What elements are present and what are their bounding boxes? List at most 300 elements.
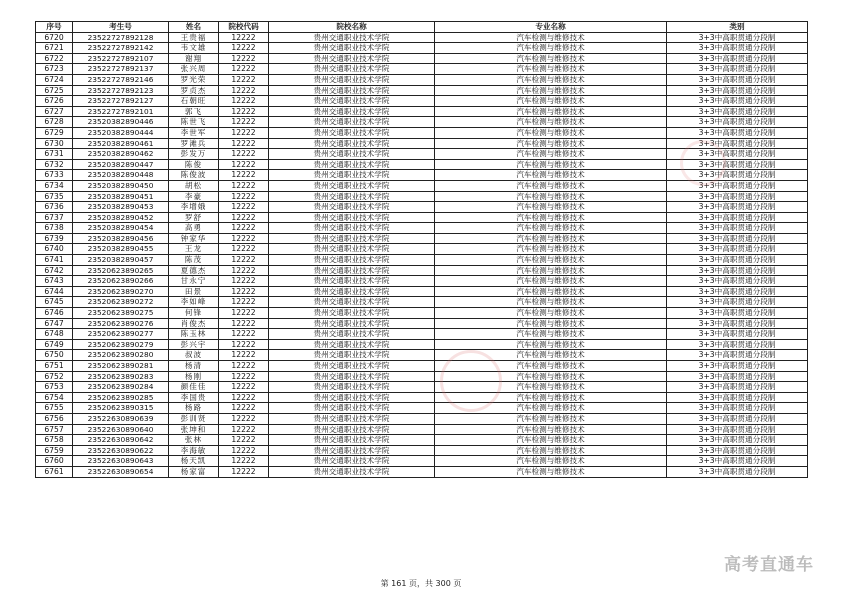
category-cell: 3+3中高职贯通分段制 [667,382,808,393]
table-row [36,244,808,255]
school-code-cell: 12222 [219,74,269,85]
school-name-cell: 贵州交通职业技术学院 [269,286,435,297]
candidate-id-cell: 23520382890461 [73,138,169,149]
category-cell: 3+3中高职贯通分段制 [667,286,808,297]
table-row [36,32,808,43]
serial-cell: 6734 [36,180,73,191]
major-cell: 汽车检测与维修技术 [435,223,667,234]
table-row [36,339,808,350]
school-name-cell: 贵州交通职业技术学院 [269,191,435,202]
name-cell: 王贵福 [169,32,219,43]
category-cell: 3+3中高职贯通分段制 [667,96,808,107]
serial-cell: 6741 [36,255,73,266]
name-cell: 彭训贤 [169,413,219,424]
major-cell: 汽车检测与维修技术 [435,96,667,107]
name-cell: 钟家华 [169,233,219,244]
candidate-id-cell: 23520382890446 [73,117,169,128]
table-row [36,265,808,276]
major-cell: 汽车检测与维修技术 [435,361,667,372]
name-cell: 李世军 [169,127,219,138]
serial-cell: 6736 [36,202,73,213]
school-name-cell: 贵州交通职业技术学院 [269,117,435,128]
watermark-seal [440,350,502,412]
category-cell: 3+3中高职贯通分段制 [667,329,808,340]
serial-cell: 6738 [36,223,73,234]
table-row [36,297,808,308]
school-code-cell: 12222 [219,403,269,414]
school-name-cell: 贵州交通职业技术学院 [269,329,435,340]
candidate-id-cell: 23522630890639 [73,413,169,424]
name-cell: 高勇 [169,223,219,234]
school-name-cell: 贵州交通职业技术学院 [269,127,435,138]
serial-cell: 6753 [36,382,73,393]
school-name-cell: 贵州交通职业技术学院 [269,159,435,170]
major-cell: 汽车检测与维修技术 [435,117,667,128]
category-cell: 3+3中高职贯通分段制 [667,361,808,372]
school-code-cell: 12222 [219,117,269,128]
school-name-cell: 贵州交通职业技术学院 [269,74,435,85]
category-cell: 3+3中高职贯通分段制 [667,371,808,382]
category-cell: 3+3中高职贯通分段制 [667,350,808,361]
candidate-id-cell: 23520623890285 [73,392,169,403]
serial-cell: 6743 [36,276,73,287]
header-major: 专业名称 [435,22,667,33]
table-row [36,96,808,107]
admission-table [35,21,808,478]
school-code-cell: 12222 [219,85,269,96]
category-cell: 3+3中高职贯通分段制 [667,392,808,403]
school-code-cell: 12222 [219,361,269,372]
serial-cell: 6725 [36,85,73,96]
serial-cell: 6756 [36,413,73,424]
serial-cell: 6731 [36,149,73,160]
major-cell: 汽车检测与维修技术 [435,329,667,340]
major-cell: 汽车检测与维修技术 [435,233,667,244]
school-name-cell: 贵州交通职业技术学院 [269,96,435,107]
school-code-cell: 12222 [219,371,269,382]
name-cell: 叔波 [169,350,219,361]
candidate-id-cell: 23520623890270 [73,286,169,297]
major-cell: 汽车检测与维修技术 [435,43,667,54]
header-category: 类别 [667,22,808,33]
category-cell: 3+3中高职贯通分段制 [667,212,808,223]
name-cell: 田景 [169,286,219,297]
name-cell: 张兴周 [169,64,219,75]
candidate-id-cell: 23520623890266 [73,276,169,287]
major-cell: 汽车检测与维修技术 [435,403,667,414]
serial-cell: 6737 [36,212,73,223]
name-cell: 陈俊波 [169,170,219,181]
name-cell: 彭兴宇 [169,339,219,350]
candidate-id-cell: 23520382890448 [73,170,169,181]
school-name-cell: 贵州交通职业技术学院 [269,403,435,414]
major-cell: 汽车检测与维修技术 [435,382,667,393]
serial-cell: 6744 [36,286,73,297]
name-cell: 肖俊杰 [169,318,219,329]
candidate-id-cell: 23520623890272 [73,297,169,308]
major-cell: 汽车检测与维修技术 [435,318,667,329]
table-row [36,424,808,435]
candidate-id-cell: 23522727892128 [73,32,169,43]
category-cell: 3+3中高职贯通分段制 [667,339,808,350]
major-cell: 汽车检测与维修技术 [435,297,667,308]
major-cell: 汽车检测与维修技术 [435,392,667,403]
serial-cell: 6724 [36,74,73,85]
school-name-cell: 贵州交通职业技术学院 [269,32,435,43]
candidate-id-cell: 23522630890622 [73,445,169,456]
school-code-cell: 12222 [219,339,269,350]
table-row [36,117,808,128]
table-row [36,74,808,85]
header-name: 姓名 [169,22,219,33]
major-cell: 汽车检测与维修技术 [435,32,667,43]
school-name-cell: 贵州交通职业技术学院 [269,265,435,276]
school-name-cell: 贵州交通职业技术学院 [269,382,435,393]
table-row [36,255,808,266]
school-name-cell: 贵州交通职业技术学院 [269,413,435,424]
candidate-id-cell: 23522630890654 [73,466,169,477]
school-name-cell: 贵州交通职业技术学院 [269,466,435,477]
major-cell: 汽车检测与维修技术 [435,424,667,435]
name-cell: 李国贵 [169,392,219,403]
school-name-cell: 贵州交通职业技术学院 [269,350,435,361]
candidate-id-cell: 23522727892101 [73,106,169,117]
category-cell: 3+3中高职贯通分段制 [667,32,808,43]
school-name-cell: 贵州交通职业技术学院 [269,170,435,181]
name-cell: 陈俊 [169,159,219,170]
serial-cell: 6723 [36,64,73,75]
candidate-id-cell: 23522630890640 [73,424,169,435]
major-cell: 汽车检测与维修技术 [435,106,667,117]
serial-cell: 6748 [36,329,73,340]
major-cell: 汽车检测与维修技术 [435,308,667,319]
school-name-cell: 贵州交通职业技术学院 [269,392,435,403]
school-name-cell: 贵州交通职业技术学院 [269,339,435,350]
table-row [36,413,808,424]
serial-cell: 6757 [36,424,73,435]
major-cell: 汽车检测与维修技术 [435,85,667,96]
major-cell: 汽车检测与维修技术 [435,456,667,467]
major-cell: 汽车检测与维修技术 [435,350,667,361]
table-row [36,127,808,138]
school-code-cell: 12222 [219,53,269,64]
major-cell: 汽车检测与维修技术 [435,371,667,382]
header-serial: 序号 [36,22,73,33]
category-cell: 3+3中高职贯通分段制 [667,180,808,191]
school-code-cell: 12222 [219,212,269,223]
major-cell: 汽车检测与维修技术 [435,64,667,75]
candidate-id-cell: 23520382890454 [73,223,169,234]
serial-cell: 6732 [36,159,73,170]
category-cell: 3+3中高职贯通分段制 [667,265,808,276]
school-name-cell: 贵州交通职业技术学院 [269,43,435,54]
serial-cell: 6745 [36,297,73,308]
school-code-cell: 12222 [219,435,269,446]
candidate-id-cell: 23520623890284 [73,382,169,393]
candidate-id-cell: 23522727892146 [73,74,169,85]
school-name-cell: 贵州交通职业技术学院 [269,445,435,456]
serial-cell: 6726 [36,96,73,107]
category-cell: 3+3中高职贯通分段制 [667,127,808,138]
school-name-cell: 贵州交通职业技术学院 [269,424,435,435]
category-cell: 3+3中高职贯通分段制 [667,244,808,255]
major-cell: 汽车检测与维修技术 [435,159,667,170]
category-cell: 3+3中高职贯通分段制 [667,159,808,170]
category-cell: 3+3中高职贯通分段制 [667,456,808,467]
table-row [36,466,808,477]
school-code-cell: 12222 [219,413,269,424]
table-row [36,361,808,372]
candidate-id-cell: 23522727892142 [73,43,169,54]
school-code-cell: 12222 [219,223,269,234]
school-name-cell: 贵州交通职业技术学院 [269,138,435,149]
name-cell: 郭飞 [169,106,219,117]
category-cell: 3+3中高职贯通分段制 [667,191,808,202]
table-row [36,191,808,202]
school-code-cell: 12222 [219,466,269,477]
table-row [36,350,808,361]
candidate-id-cell: 23520382890455 [73,244,169,255]
major-cell: 汽车检测与维修技术 [435,149,667,160]
category-cell: 3+3中高职贯通分段制 [667,53,808,64]
candidate-id-cell: 23520623890280 [73,350,169,361]
major-cell: 汽车检测与维修技术 [435,202,667,213]
school-code-cell: 12222 [219,138,269,149]
major-cell: 汽车检测与维修技术 [435,286,667,297]
table-body [36,32,808,477]
serial-cell: 6760 [36,456,73,467]
school-code-cell: 12222 [219,286,269,297]
category-cell: 3+3中高职贯通分段制 [667,149,808,160]
category-cell: 3+3中高职贯通分段制 [667,233,808,244]
major-cell: 汽车检测与维修技术 [435,74,667,85]
candidate-id-cell: 23520623890283 [73,371,169,382]
candidate-id-cell: 23520382890451 [73,191,169,202]
category-cell: 3+3中高职贯通分段制 [667,74,808,85]
category-cell: 3+3中高职贯通分段制 [667,318,808,329]
category-cell: 3+3中高职贯通分段制 [667,466,808,477]
serial-cell: 6730 [36,138,73,149]
name-cell: 陈茂 [169,255,219,266]
serial-cell: 6740 [36,244,73,255]
serial-cell: 6749 [36,339,73,350]
school-code-cell: 12222 [219,233,269,244]
school-name-cell: 贵州交通职业技术学院 [269,212,435,223]
category-cell: 3+3中高职贯通分段制 [667,424,808,435]
category-cell: 3+3中高职贯通分段制 [667,138,808,149]
school-name-cell: 贵州交通职业技术学院 [269,371,435,382]
school-code-cell: 12222 [219,308,269,319]
candidate-id-cell: 23522727892137 [73,64,169,75]
major-cell: 汽车检测与维修技术 [435,170,667,181]
serial-cell: 6735 [36,191,73,202]
candidate-id-cell: 23522630890643 [73,456,169,467]
school-name-cell: 贵州交通职业技术学院 [269,233,435,244]
table-row [36,286,808,297]
school-code-cell: 12222 [219,43,269,54]
category-cell: 3+3中高职贯通分段制 [667,255,808,266]
table-row [36,43,808,54]
header-candidate-id: 考生号 [73,22,169,33]
table-row [36,53,808,64]
serial-cell: 6755 [36,403,73,414]
candidate-id-cell: 23520623890281 [73,361,169,372]
name-cell: 何锋 [169,308,219,319]
major-cell: 汽车检测与维修技术 [435,138,667,149]
school-code-cell: 12222 [219,170,269,181]
table-row [36,212,808,223]
serial-cell: 6750 [36,350,73,361]
category-cell: 3+3中高职贯通分段制 [667,276,808,287]
serial-cell: 6742 [36,265,73,276]
school-code-cell: 12222 [219,96,269,107]
name-cell: 甘永宁 [169,276,219,287]
school-name-cell: 贵州交通职业技术学院 [269,297,435,308]
serial-cell: 6733 [36,170,73,181]
name-cell: 张林 [169,435,219,446]
category-cell: 3+3中高职贯通分段制 [667,106,808,117]
school-name-cell: 贵州交通职业技术学院 [269,244,435,255]
school-code-cell: 12222 [219,202,269,213]
school-code-cell: 12222 [219,191,269,202]
candidate-id-cell: 23520382890462 [73,149,169,160]
header-school-code: 院校代码 [219,22,269,33]
major-cell: 汽车检测与维修技术 [435,276,667,287]
name-cell: 李如峰 [169,297,219,308]
school-code-cell: 12222 [219,445,269,456]
school-name-cell: 贵州交通职业技术学院 [269,435,435,446]
major-cell: 汽车检测与维修技术 [435,53,667,64]
table-row [36,329,808,340]
school-code-cell: 12222 [219,149,269,160]
table-row [36,106,808,117]
major-cell: 汽车检测与维修技术 [435,180,667,191]
school-code-cell: 12222 [219,297,269,308]
school-code-cell: 12222 [219,350,269,361]
name-cell: 杨清 [169,361,219,372]
category-cell: 3+3中高职贯通分段制 [667,64,808,75]
watermark-text: 高考直通车 [724,555,814,575]
name-cell: 彭发万 [169,149,219,160]
name-cell: 杨刚 [169,371,219,382]
table-row [36,392,808,403]
name-cell: 张坤和 [169,424,219,435]
serial-cell: 6761 [36,466,73,477]
major-cell: 汽车检测与维修技术 [435,255,667,266]
school-code-cell: 12222 [219,159,269,170]
table-row [36,456,808,467]
name-cell: 陈玉林 [169,329,219,340]
category-cell: 3+3中高职贯通分段制 [667,445,808,456]
name-cell: 李海敏 [169,445,219,456]
candidate-id-cell: 23520382890450 [73,180,169,191]
category-cell: 3+3中高职贯通分段制 [667,202,808,213]
table-row [36,233,808,244]
school-code-cell: 12222 [219,456,269,467]
category-cell: 3+3中高职贯通分段制 [667,297,808,308]
major-cell: 汽车检测与维修技术 [435,212,667,223]
name-cell: 罗贞杰 [169,85,219,96]
school-name-cell: 贵州交通职业技术学院 [269,149,435,160]
school-code-cell: 12222 [219,424,269,435]
category-cell: 3+3中高职贯通分段制 [667,170,808,181]
serial-cell: 6747 [36,318,73,329]
candidate-id-cell: 23520382890457 [73,255,169,266]
school-code-cell: 12222 [219,127,269,138]
school-code-cell: 12222 [219,64,269,75]
serial-cell: 6727 [36,106,73,117]
candidate-id-cell: 23520382890452 [73,212,169,223]
school-name-cell: 贵州交通职业技术学院 [269,255,435,266]
school-code-cell: 12222 [219,244,269,255]
name-cell: 罗滩兵 [169,138,219,149]
name-cell: 李增娥 [169,202,219,213]
serial-cell: 6720 [36,32,73,43]
major-cell: 汽车检测与维修技术 [435,435,667,446]
table-row [36,276,808,287]
name-cell: 李豪 [169,191,219,202]
category-cell: 3+3中高职贯通分段制 [667,308,808,319]
school-code-cell: 12222 [219,392,269,403]
school-code-cell: 12222 [219,265,269,276]
major-cell: 汽车检测与维修技术 [435,191,667,202]
category-cell: 3+3中高职贯通分段制 [667,413,808,424]
candidate-id-cell: 23522727892127 [73,96,169,107]
school-code-cell: 12222 [219,329,269,340]
table-row [36,445,808,456]
name-cell: 陈世飞 [169,117,219,128]
serial-cell: 6752 [36,371,73,382]
candidate-id-cell: 23522727892107 [73,53,169,64]
category-cell: 3+3中高职贯通分段制 [667,223,808,234]
major-cell: 汽车检测与维修技术 [435,244,667,255]
category-cell: 3+3中高职贯通分段制 [667,435,808,446]
name-cell: 胡松 [169,180,219,191]
name-cell: 杨天凯 [169,456,219,467]
major-cell: 汽车检测与维修技术 [435,445,667,456]
candidate-id-cell: 23520623890315 [73,403,169,414]
school-name-cell: 贵州交通职业技术学院 [269,276,435,287]
school-code-cell: 12222 [219,255,269,266]
school-code-cell: 12222 [219,318,269,329]
table-row [36,202,808,213]
candidate-id-cell: 23522727892123 [73,85,169,96]
major-cell: 汽车检测与维修技术 [435,466,667,477]
school-code-cell: 12222 [219,32,269,43]
candidate-id-cell: 23520623890279 [73,339,169,350]
candidate-id-cell: 23520623890275 [73,308,169,319]
name-cell: 杨家富 [169,466,219,477]
school-code-cell: 12222 [219,382,269,393]
table-row [36,435,808,446]
table-row [36,64,808,75]
serial-cell: 6728 [36,117,73,128]
name-cell: 谢翔 [169,53,219,64]
school-name-cell: 贵州交通职业技术学院 [269,308,435,319]
header-school-name: 院校名称 [269,22,435,33]
name-cell: 罗光荣 [169,74,219,85]
major-cell: 汽车检测与维修技术 [435,127,667,138]
table-header [36,22,808,33]
table-row [36,382,808,393]
serial-cell: 6739 [36,233,73,244]
major-cell: 汽车检测与维修技术 [435,413,667,424]
table-row [36,403,808,414]
category-cell: 3+3中高职贯通分段制 [667,117,808,128]
serial-cell: 6721 [36,43,73,54]
school-name-cell: 贵州交通职业技术学院 [269,180,435,191]
serial-cell: 6729 [36,127,73,138]
